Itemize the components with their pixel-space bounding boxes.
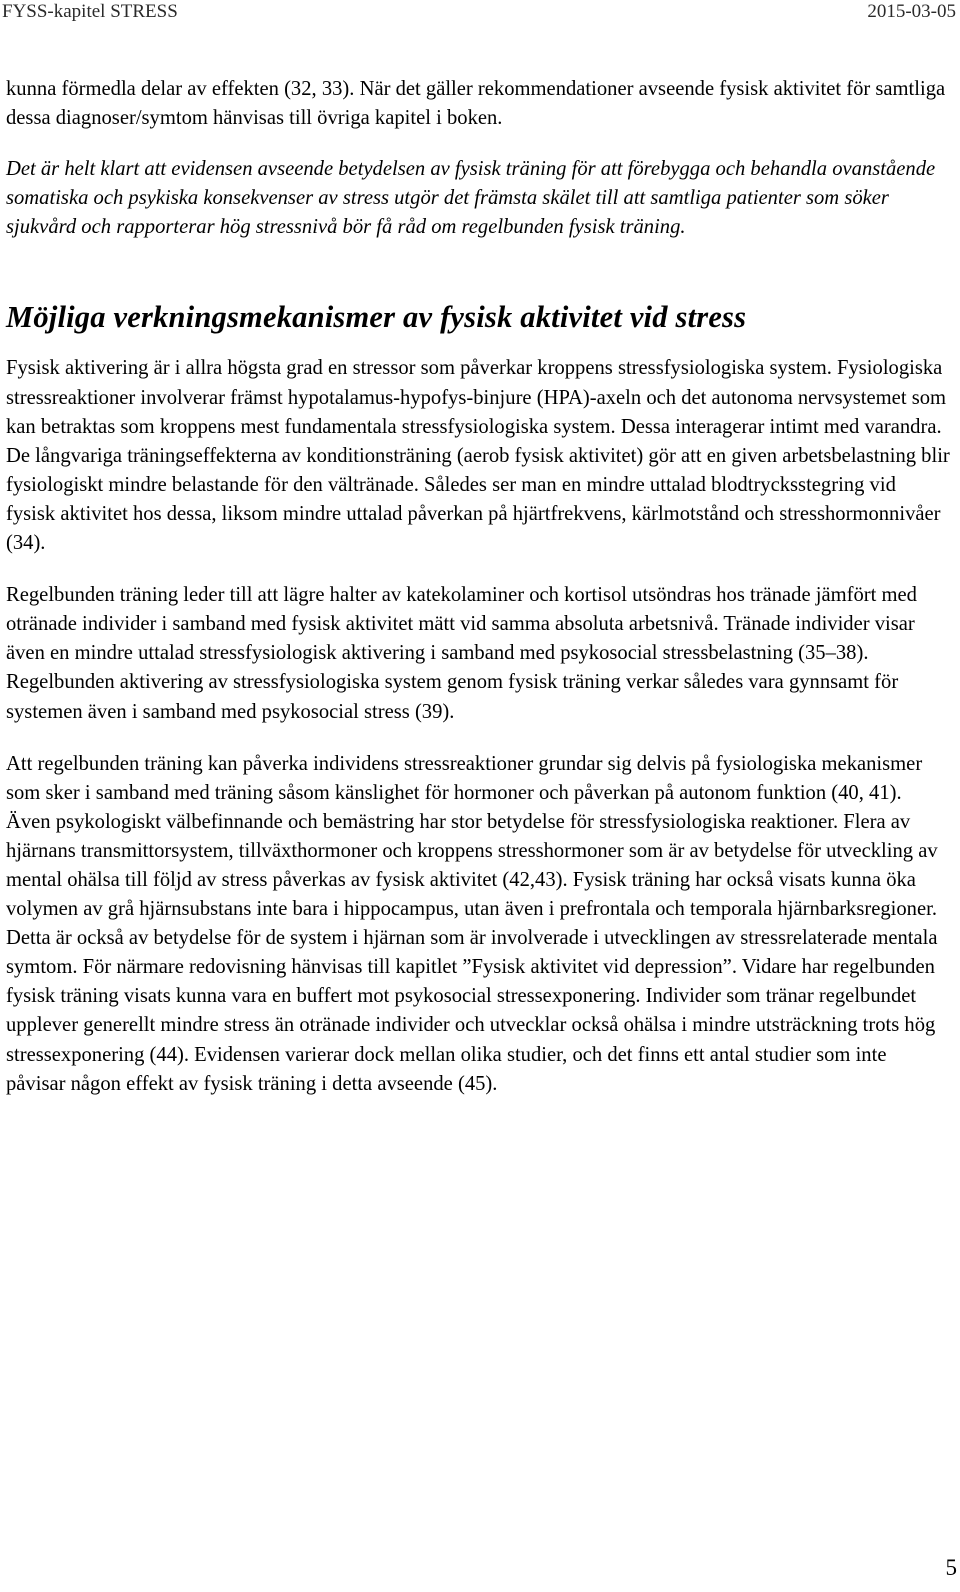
body-paragraph: Regelbunden träning leder till att lägre halter av katekolaminer och kortisol utsöndras hos tränade jämfört med otränade individer i samband med fysisk aktivitet mätt vid samma absoluta arbetsnivå. Tränade individer visar även en mindre uttalad stressfysiologisk aktivering i samband med psykosocial stressbelastning (35–38). Regelbunden aktivering av stressfysiologiska system genom fysisk träning verkar således vara gynnsamt för systemen även i samband med psykosocial stress (39). (6, 584, 917, 723)
page-number: 5 (945, 1555, 957, 1580)
page-body (6, 75, 950, 1099)
section-heading: Möjliga verkningsmekanismer av fysisk aktivitet vid stress (6, 300, 747, 335)
summary-paragraph: Det är helt klart att evidensen avseende betydelsen av fysisk träning för att förebygga och behandla ovanstående somatiska och psykiska konsekvenser av stress utgör det främsta skälet till att samtliga patienter som söker sjukvård och rapporterar hög stressnivå bör få råd om regelbunden fysisk träning. (6, 158, 936, 239)
intro-paragraph: kunna förmedla delar av effekten (32, 33). När det gäller rekommendationer avseende fysisk aktivitet för samtliga dessa diagnoser/symtom hänvisas till övriga kapitel i boken. (6, 78, 946, 130)
document-date: 2015-03-05 (867, 1, 956, 22)
body-paragraph: Fysisk aktivering är i allra högsta grad en stressor som påverkar kroppens stressfysiologiska system. Fysiologiska stressreaktioner involverar främst hypotalamus-hypofys-binjure (HPA)-axeln och det autonoma nervsystemet som kan betraktas som kroppens mest fundamentala stressfysiologiska system. Dessa interagerar intimt med varandra. De långvariga träningseffekterna av konditionsträning (aerob fysisk aktivitet) gör att en given arbetsbelastning blir fysiologiskt mindre belastande för den vältränade. Således ser man en mindre uttalad blodtrycksstegring vid fysisk aktivitet hos dessa, liksom mindre uttalad påverkan på hjärtfrekvens, kärlmotstånd och stresshormonnivåer (34). (6, 357, 950, 555)
body-paragraph: Att regelbunden träning kan påverka individens stressreaktioner grundar sig delvis på fysiologiska mekanismer som sker i samband med träning såsom känslighet för hormoner och påverkan på autonom funktion (40, 41). Även psykologiskt välbefinnande och bemästring har stor betydelse för stressfysiologiska reaktioner. Flera av hjärnans transmittorsystem, tillväxthormoner och kroppens stresshormoner som är av betydelse för utveckling av mental ohälsa till följd av stress påverkas av fysisk aktivitet (42,43). Fysisk träning har också visats kunna öka volymen av grå hjärnsubstans inte bara i hippocampus, utan även i prefrontala och temporala hjärnbarksregioner. Detta är också av betydelse för de system i hjärnan som är involverade i utvecklingen av stressrelaterade mentala symtom. För närmare redovisning hänvisas till kapitlet ”Fysisk aktivitet vid depression”. Vidare har regelbunden fysisk träning visats kunna vara en buffert mot psykosocial stressexponering. Individer som tränar regelbundet upplever generellt mindre stress än otränade individer och utvecklar också ohälsa i mindre utsträckning trots hög stressexponering (44). Evidensen varierar dock mellan olika studier, och det finns ett antal studier som inte påvisar någon effekt av fysisk träning i detta avseende (45). (6, 752, 938, 1095)
page-header (0, 0, 960, 24)
document-title: FYSS-kapitel STRESS (2, 1, 178, 22)
